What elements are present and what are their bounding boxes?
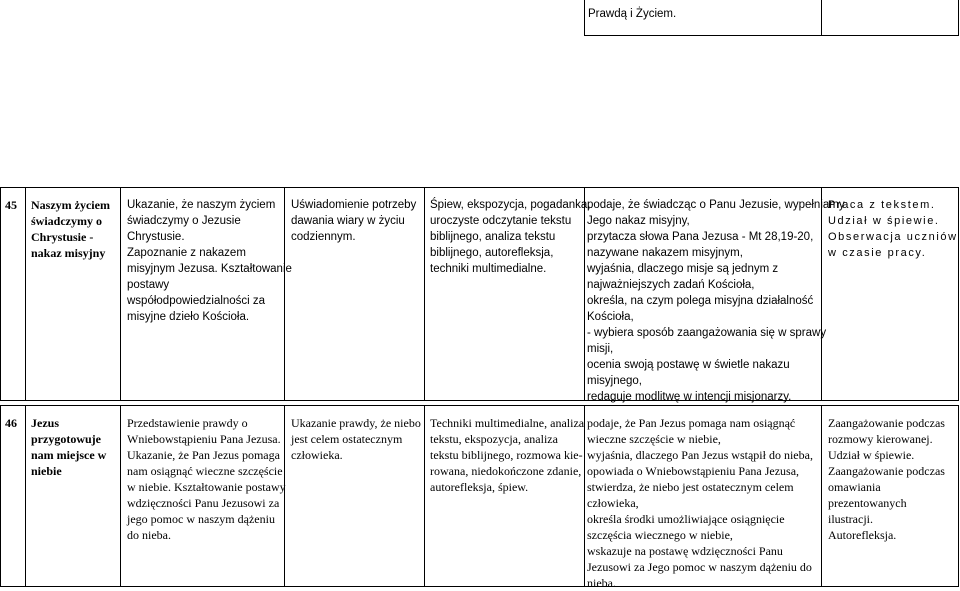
column-divider (120, 187, 121, 401)
lesson-assessment: Zaangażowanie podczas rozmowy kierowanej. Udział w śpiewie. Zaangażowanie podczas omawiania prezentowanych ilustracji. Autorefleksja. (828, 416, 945, 542)
column-divider (821, 0, 822, 36)
lesson-assessment: Praca z tekstem. Udział w śpiewie. Obserwacja uczniów w czasie pracy. (828, 199, 958, 259)
lesson-number: 46 (5, 416, 17, 430)
lesson-content: Przedstawienie prawdy o Wniebowstąpieniu Pana Jezusa. Ukazanie, że Pan Jezus pomaga nam osiągnąć wieczne szczęście w niebie. Kształtowanie postawy wdzięczności Panu Jezusowi za jego pomoc w naszym dążeniu do nieba. (127, 416, 286, 542)
lesson-methods: Techniki multimedialne, analiza tekstu, ekspozycja, analiza tekstu biblijnego, rozmowa kie- rowana, niedokończone zdanie, autorefleksja, śpiew. (430, 416, 585, 494)
table-border-right (958, 0, 959, 36)
lesson-outcomes: podaje, że Pan Jezus pomaga nam osiągnąć wieczne szczęście w niebie, wyjaśnia, dlaczego Pan Jezus wstąpił do nieba, opowiada o Wniebowstąpieniu Pana Jezusa, stwierdza, że niebo jest ostatecznym celem człowieka, określa środki umożliwiające osiągnięcie szczęścia wiecznego w niebie, wskazuje na postawę wdzięczności Panu Jezusowi za Jego pomoc w naszym dążeniu do nieba. (587, 416, 813, 590)
column-divider (821, 405, 822, 587)
methods-text: Prawdą i Życiem. (588, 8, 677, 20)
lesson-topic: Naszym życiem świadczymy o Chrystusie - nakaz misyjny (31, 198, 110, 260)
column-divider (424, 187, 425, 401)
row-border (0, 405, 959, 406)
column-divider (584, 0, 585, 36)
lesson-content: Ukazanie, że naszym życiem świadczymy o Jezusie Chrystusie. Zapoznanie z nakazem misyjnym Jezusa. Kształtowanie postawy współodpowiedzialności za misyjne dzieło Kościoła. (127, 199, 292, 323)
methods-cell-previous (588, 6, 676, 22)
column-divider (25, 187, 26, 401)
lesson-topic: Jezus przygotowuje nam miejsce w niebie (31, 416, 107, 478)
lesson-methods: Śpiew, ekspozycja, pogadanka, uroczyste odczytanie tekstu biblijnego, analiza tekstu biblijnego, autorefleksja, techniki multimedialne. (430, 199, 591, 275)
column-divider (424, 405, 425, 587)
column-divider (120, 405, 121, 587)
table-border-right (958, 405, 959, 587)
row-border (584, 35, 959, 36)
table-border-right (958, 187, 959, 401)
lesson-goals: Ukazanie prawdy, że niebo jest celem ostatecznym człowieka. (291, 416, 421, 462)
table-border-left (0, 187, 1, 401)
lesson-goals: Uświadomienie potrzeby dawania wiary w życiu codziennym. (291, 199, 417, 243)
column-divider (25, 405, 26, 587)
lesson-outcomes: podaje, że świadcząc o Panu Jezusie, wypełniamy Jego nakaz misyjny, przytacza słowa Pana Jezusa - Mt 28,19-20, nazywane nakazem misyjnym, wyjaśnia, dlaczego misje są jednym z najważniejszych zadań Kościoła, określa, na czym polega misyjna działalność Kościoła, - wybiera sposób zaangażowania się w sprawy misji, ocenia swoją postawę w świetle nakazu misyjnego, redaguje modlitwę w intencji misjonarzy. (587, 199, 845, 403)
column-divider (584, 405, 585, 587)
row-border (0, 187, 959, 188)
table-border-left (0, 405, 1, 587)
lesson-number: 45 (5, 198, 17, 212)
